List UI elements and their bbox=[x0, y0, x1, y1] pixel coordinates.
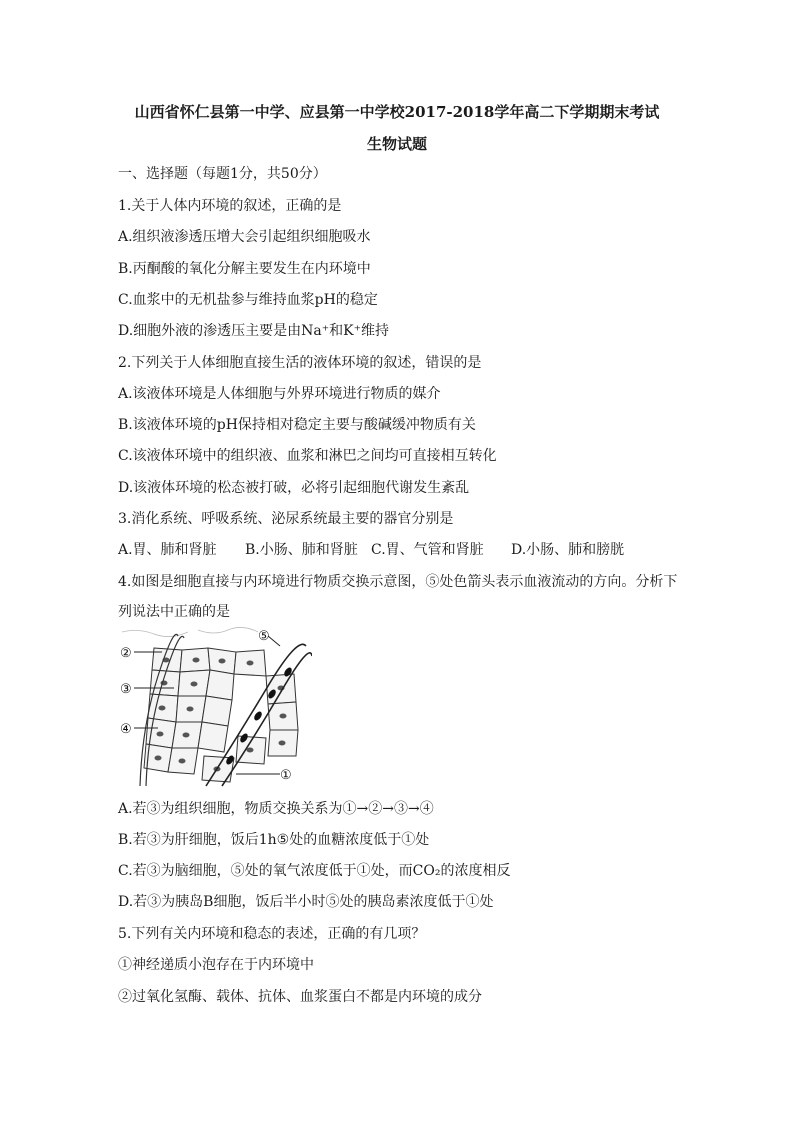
q1-option-c: C.血浆中的无机盐参与维持血浆pH的稳定 bbox=[118, 292, 378, 308]
exam-title: 山西省怀仁县第一中学、应县第一中学校2017-2018学年高二下学期期末考试 bbox=[134, 103, 660, 121]
q5-statement-2: ②过氧化氢酶、载体、抗体、血浆蛋白不都是内环境的成分 bbox=[118, 989, 482, 1005]
q2-option-d: D.该液体环境的松态被打破，必将引起细胞代谢发生紊乱 bbox=[118, 480, 470, 496]
exam-subtitle: 生物试题 bbox=[366, 135, 427, 153]
fig-label-3: ③ bbox=[120, 682, 132, 697]
q1-option-a: A.组织液渗透压增大会引起组织细胞吸水 bbox=[118, 229, 371, 245]
fig-label-1: ① bbox=[280, 768, 292, 783]
q1-stem: 1.关于人体内环境的叙述，正确的是 bbox=[118, 198, 342, 214]
q3-option-c: C.胃、气管和肾脏 bbox=[371, 542, 484, 558]
q4-stem-line2: 列说法中正确的是 bbox=[118, 604, 230, 620]
fig-label-5: ⑤ bbox=[258, 629, 270, 644]
q3-option-d: D.小肠、肺和膀胱 bbox=[511, 542, 625, 558]
q3-options bbox=[118, 541, 624, 559]
q3-option-a: A.胃、肺和肾脏 bbox=[118, 542, 217, 558]
cell-exchange-diagram bbox=[118, 626, 312, 788]
q2-stem: 2.下列关于人体细胞直接生活的液体环境的叙述，错误的是 bbox=[118, 355, 482, 371]
q4-option-a: A.若③为组织细胞，物质交换关系为①→②→③→④ bbox=[118, 801, 434, 817]
q1-option-d: D.细胞外液的渗透压主要是由Na⁺和K⁺维持 bbox=[118, 323, 390, 339]
q5-statement-1: ①神经递质小泡存在于内环境中 bbox=[118, 957, 314, 973]
q2-option-b: B.该液体环境的pH保持相对稳定主要与酸碱缓冲物质有关 bbox=[118, 417, 476, 433]
q1-option-b: B.丙酮酸的氧化分解主要发生在内环境中 bbox=[118, 261, 371, 277]
fig-label-2: ② bbox=[120, 646, 132, 661]
q5-stem: 5.下列有关内环境和稳态的表述，正确的有几项？ bbox=[118, 926, 426, 942]
q3-option-b: B.小肠、肺和肾脏 bbox=[245, 542, 358, 558]
section-heading: 一、选择题（每题1分，共50分） bbox=[118, 166, 327, 182]
q4-option-d: D.若③为胰岛B细胞，饭后半小时⑤处的胰岛素浓度低于①处 bbox=[118, 894, 494, 910]
q4-option-c: C.若③为脑细胞，⑤处的氧气浓度低于①处，而CO₂的浓度相反 bbox=[118, 863, 511, 879]
q4-option-b: B.若③为肝细胞，饭后1h⑤处的血糖浓度低于①处 bbox=[118, 832, 430, 848]
fig-label-4: ④ bbox=[120, 722, 132, 737]
q2-option-c: C.该液体环境中的组织液、血浆和淋巴之间均可直接相互转化 bbox=[118, 448, 497, 464]
q4-stem-line1: 4.如图是细胞直接与内环境进行物质交换示意图，⑤处色箭头表示血液流动的方向。分析下 bbox=[118, 574, 678, 590]
q3-stem: 3.消化系统、呼吸系统、泌尿系统最主要的器官分别是 bbox=[118, 511, 454, 527]
q2-option-a: A.该液体环境是人体细胞与外界环境进行物质的媒介 bbox=[118, 386, 441, 402]
